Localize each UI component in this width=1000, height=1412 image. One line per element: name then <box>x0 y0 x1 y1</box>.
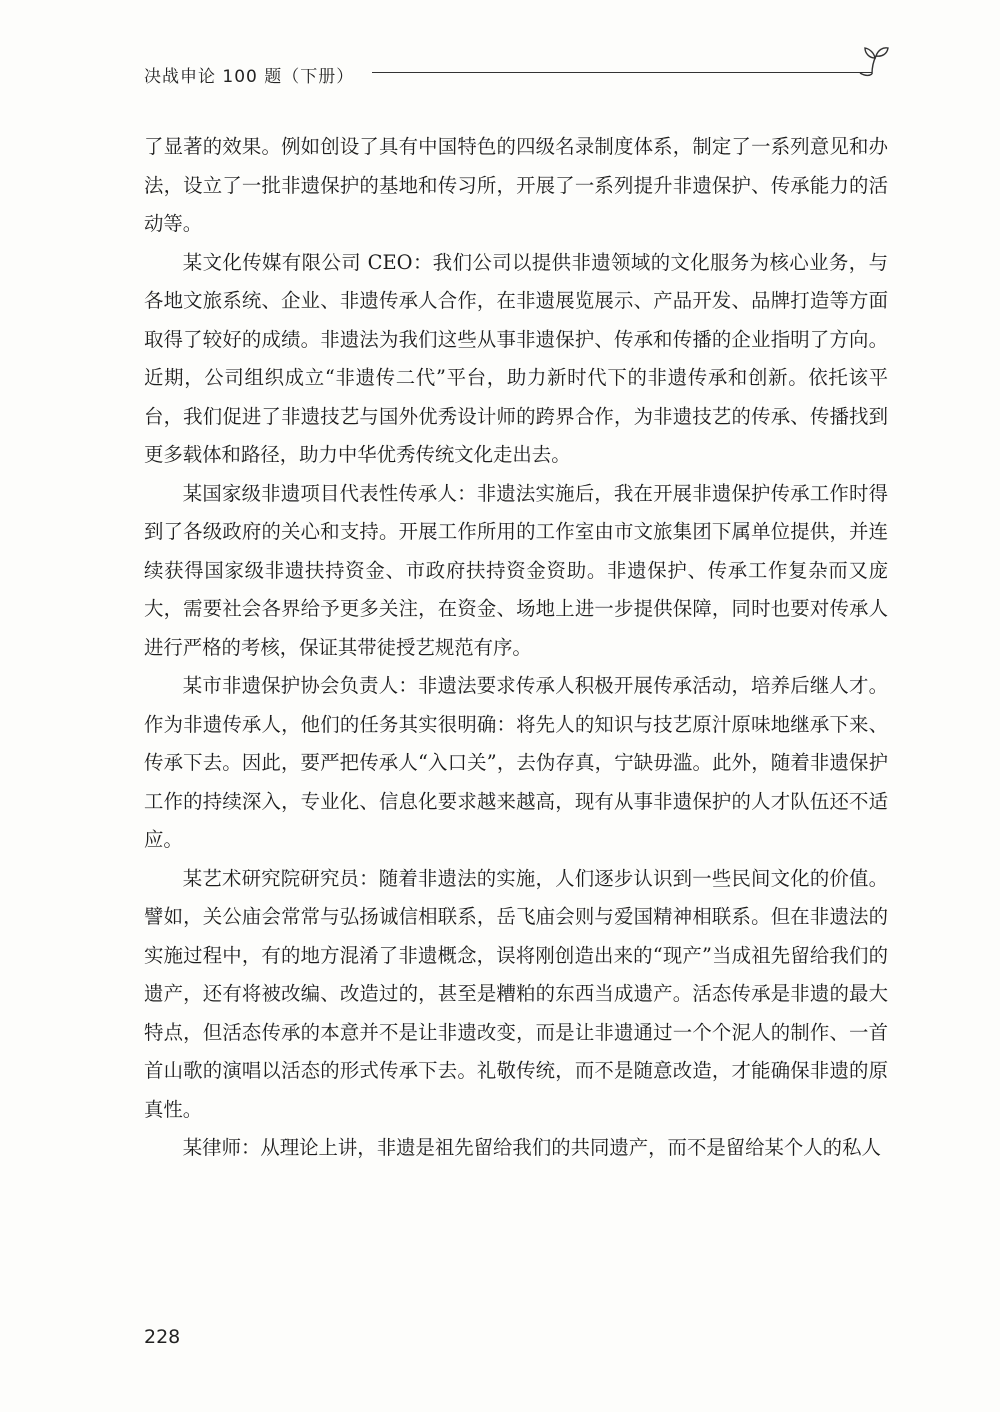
paragraph: 某国家级非遗项目代表性传承人：非遗法实施后，我在开展非遗保护传承工作时得到了各级政府的关心和支持。开展工作所用的工作室由市文旅集团下属单位提供，并连续获得国家级非遗扶持资金、市政府扶持资金资助。非遗保护、传承工作复杂而又庞大，需要社会各界给予更多关注，在资金、场地上进一步提供保障，同时也要对传承人进行严格的考核，保证其带徒授艺规范有序。 <box>144 481 888 659</box>
book-title: 决战申论 100 题（下册） <box>144 67 355 87</box>
body-text <box>144 128 888 1168</box>
paragraph: 某文化传媒有限公司 CEO：我们公司以提供非遗领域的文化服务为核心业务，与各地文旅系统、企业、非遗传承人合作，在非遗展览展示、产品开发、品牌打造等方面取得了较好的成绩。非遗法为我们这些从事非遗保护、传承和传播的企业指明了方向。近期，公司组织成立“非遗传二代”平台，助力新时代下的非遗传承和创新。依托该平台，我们促进了非遗技艺与国外优秀设计师的跨界合作，为非遗技艺的传承、传播找到更多载体和路径，助力中华优秀传统文化走出去。 <box>144 250 888 466</box>
running-header <box>144 58 904 98</box>
sprout-icon <box>856 44 892 80</box>
paragraph: 了显著的效果。例如创设了具有中国特色的四级名录制度体系，制定了一系列意见和办法，设立了一批非遗保护的基地和传习所，开展了一系列提升非遗保护、传承能力的活动等。 <box>144 135 888 235</box>
paragraph: 某艺术研究院研究员：随着非遗法的实施，人们逐步认识到一些民间文化的价值。譬如，关公庙会常常与弘扬诚信相联系，岳飞庙会则与爱国精神相联系。但在非遗法的实施过程中，有的地方混淆了非遗概念，误将刚创造出来的“现产”当成祖先留给我们的遗产，还有将被改编、改造过的，甚至是糟粕的东西当成遗产。活态传承是非遗的最大特点，但活态传承的本意并不是让非遗改变，而是让非遗通过一个个泥人的制作、一首首山歌的演唱以活态的形式传承下去。礼敬传统，而不是随意改造，才能确保非遗的原真性。 <box>144 866 888 1121</box>
paragraph: 某市非遗保护协会负责人：非遗法要求传承人积极开展传承活动，培养后继人才。作为非遗传承人，他们的任务其实很明确：将先人的知识与技艺原汁原味地继承下来、传承下去。因此，要严把传承人“入口关”，去伪存真，宁缺毋滥。此外，随着非遗保护工作的持续深入，专业化、信息化要求越来越高，现有从事非遗保护的人才队伍还不适应。 <box>144 674 888 851</box>
page-number: 228 <box>144 1326 181 1348</box>
paragraph: 某律师：从理论上讲，非遗是祖先留给我们的共同遗产，而不是留给某个人的私人 <box>182 1136 881 1159</box>
header-rule <box>372 72 872 73</box>
